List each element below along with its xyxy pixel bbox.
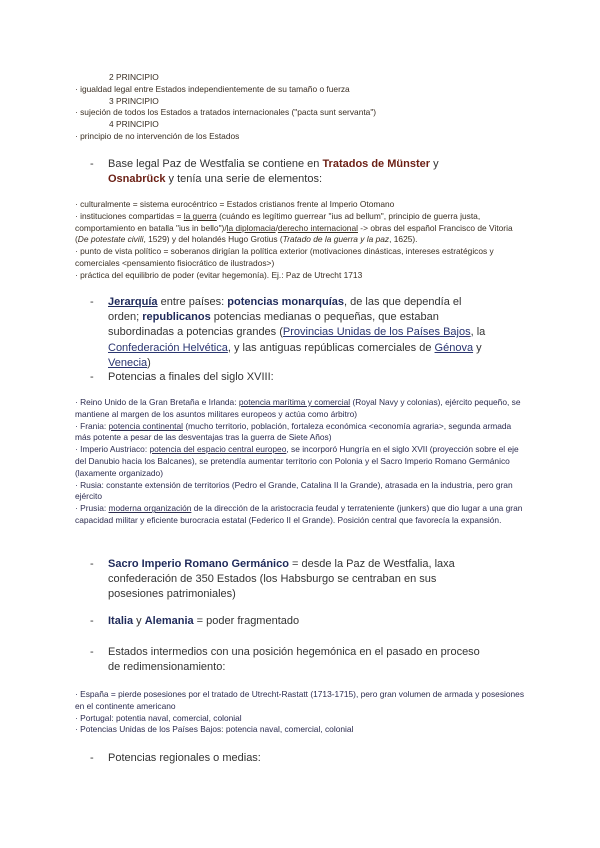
link-derecho-internacional[interactable]: derecho internacional [277, 222, 358, 233]
principle-text: · sujeción de todos los Estados a tratados internacionales ("pacta sunt servanta") [75, 107, 377, 118]
principle-heading: 4 PRINCIPIO [109, 119, 159, 130]
principle-heading: 3 PRINCIPIO [109, 95, 159, 106]
link-moderna-organizacion[interactable]: moderna organización [108, 503, 192, 514]
sacro-imperio-bullet [90, 557, 490, 603]
bullet-dash: - [90, 158, 94, 170]
power-austria: · Imperio Austriaco: potencia del espacio central europeo, se incorporó Hungría en el siglo XVII (proyección sobre el eje del Danubio hacia los Balcanes), se pretendía aumentar territorio con Polonia y el Sacro Imperio Romano Germánico (laxamente organizado) [75, 444, 519, 478]
bullet-text: Base legal Paz de Westfalia se contiene en Tratados de Münster y Osnabrück y tenía una serie de elementos: [108, 158, 439, 186]
principle-heading: 2 PRINCIPIO [109, 72, 159, 82]
potencias-bullet [90, 370, 490, 385]
power-uk: · Reino Unido de la Gran Bretaña e Irlanda: potencia marítima y comercial (Royal Navy y colonias), ejército pequeño, se mantiene al margen de los asuntos militares europeos y actúa como árbitro) [75, 397, 521, 419]
osnabruck: Osnabrück [108, 173, 166, 186]
element-instituciones: · instituciones compartidas = la guerra (cuándo es legítimo guerrear "ius ad bellum", principio de guerra justa, comportamiento en batalla "ius in bello")/la diplomacia/derecho internacional -> obras del español Francisco de Vitoria (De potestate civili, 1529) y del holandés Hugo Grotius (Tratado de la guerra y la paz, 1625). [75, 210, 513, 245]
state-spain: · España = pierde posesiones por el tratado de Utrecht-Rastatt (1713-1715), pero gran volumen de armada y posesiones en el continente americano [75, 689, 525, 711]
regionales-bullet [90, 751, 490, 766]
link-venecia[interactable]: Venecia [108, 356, 148, 369]
principle-text: · igualdad legal entre Estados independientemente de su tamaño o fuerza [75, 83, 350, 94]
state-portugal: · Portugal: potentia naval, comercial, colonial [75, 712, 242, 723]
bullet-dash: - [90, 558, 94, 570]
estados-intermedios-bullet [90, 645, 490, 675]
italia-bullet [90, 614, 490, 629]
bullet-dash: - [90, 646, 94, 658]
bullet-dash: - [90, 371, 94, 383]
state-netherlands: · Potencias Unidas de los Países Bajos: potencia naval, comercial, colonial [75, 724, 354, 735]
power-france: · Frania: potencia continental (mucho territorio, población, fortaleza económica <economía agraria>, segunda armada más potente a pesar de las desventajas tras la guerra de Siete Años) [75, 420, 512, 443]
tratados-munster: Tratados de Münster [322, 158, 431, 170]
link-potencia-maritima[interactable]: potencia marítima y comercial [238, 397, 351, 407]
link-genova[interactable]: Génova [434, 341, 474, 354]
link-guerra[interactable]: la guerra [183, 210, 217, 221]
jerarquia-bullet [90, 295, 490, 371]
link-diplomacia[interactable]: la diplomacia [226, 222, 276, 233]
link-provincias-unidas[interactable]: Provincias Unidas de los Países Bajos [282, 326, 471, 339]
intermediate-states-block [75, 689, 525, 736]
bullet-text: Sacro Imperio Romano Germánico = desde la Paz de Westfalia, laxa confederación de 350 Estados (los Habsburgo se centraban en sus posesiones patrimoniales) [108, 558, 455, 601]
element-politico: · punto de vista político = soberanos dirigían la política exterior (motivaciones dinásticas, intereses estratégicos y comerciales <pensamiento fisiocrático de ilustrados>) [75, 246, 494, 268]
link-confederacion-helvetica[interactable]: Confederación Helvética [108, 341, 228, 354]
bullet-text: Jerarquía entre países: potencias monarquías, de las que dependía el orden; republicanos potencias medianas o pequeñas, que estaban subordinadas a potencias grandes (Provincias Unidas de los Países Bajos, la Confederación Helvética, y las antiguas repúblicas comerciales de Génova y Venecia) [108, 296, 486, 369]
element-equilibrio: · práctica del equilibrio de poder (evitar hegemonía). Ej.: Paz de Utrecht 1713 [75, 269, 363, 280]
bullet-text: Potencias a finales del siglo XVIII: [108, 371, 274, 383]
power-prussia: · Prusia: moderna organización de la dirección de la aristocracia feudal y terrateniente (junkers) que dio lugar a una gran capacidad militar y eficiente burocracia estatal (Federico II el Grande). Posición central que favorecía la expansión. [75, 503, 523, 525]
link-potencia-continental[interactable]: potencia continental [108, 420, 184, 431]
bullet-text: Potencias regionales o medias: [108, 752, 261, 764]
elements-block [75, 199, 525, 282]
power-russia: · Rusia: constante extensión de territorios (Pedro el Grande, Catalina II la Grande), atrasada en la industria, pero gran ejército [75, 479, 513, 502]
westfalia-bullet [90, 157, 490, 187]
bullet-text: Estados intermedios con una posición hegemónica en el pasado en proceso de redimensionamiento: [108, 646, 480, 674]
jerarquia-term: Jerarquía [108, 296, 158, 308]
link-espacio-central[interactable]: potencia del espacio central europeo [149, 444, 287, 455]
bullet-text: Italia y Alemania = poder fragmentado [108, 615, 300, 627]
bullet-dash: - [90, 615, 94, 627]
principle-text: · principio de no intervención de los Estados [75, 130, 240, 141]
element-cultural: · culturalmente = sistema eurocéntrico = Estados cristianos frente al Imperio Otomano [75, 199, 395, 209]
principles-block [75, 72, 525, 143]
bullet-dash: - [90, 296, 94, 308]
bullet-dash: - [90, 752, 94, 764]
powers-block [75, 397, 525, 527]
